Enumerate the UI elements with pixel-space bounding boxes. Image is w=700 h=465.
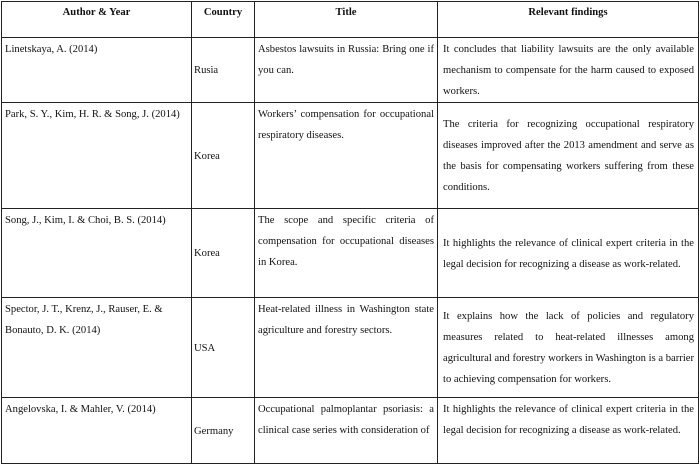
table-row	[2, 103, 699, 209]
cell-author: Angelovska, I. & Mahler, V. (2014)	[2, 398, 192, 464]
cell-country: Rusia	[192, 38, 255, 103]
table-row	[2, 38, 699, 103]
table-row	[2, 398, 699, 464]
header-author: Author & Year	[2, 2, 192, 38]
cell-country: Korea	[192, 103, 255, 209]
table-row	[2, 298, 699, 398]
cell-title: Asbestos lawsuits in Russia: Bring one if you can.	[255, 38, 438, 103]
cell-title: Occupational palmoplantar psoriasis: a clinical case series with consideration of	[258, 404, 434, 436]
cell-author: Spector, J. T., Krenz, J., Rauser, E. & Bonauto, D. K. (2014)	[2, 298, 192, 398]
cell-findings: The criteria for recognizing occupational respiratory diseases improved after the 2013 amendment and serve as the basis for compensating workers suffering from these conditions.	[438, 103, 699, 209]
cell-findings: It concludes that liability lawsuits are the only available mechanism to compensate for the harm caused to exposed workers.	[438, 38, 699, 103]
cell-findings: It highlights the relevance of clinical expert criteria in the legal decision for recognizing a disease as work-related.	[438, 209, 699, 298]
cell-findings: It explains how the lack of policies and regulatory measures related to heat-related illnesses among agricultural and forestry workers in Washington is a barrier to achieving compensation for workers.	[438, 298, 699, 398]
header-findings: Relevant findings	[438, 2, 699, 38]
cell-country: Korea	[192, 209, 255, 298]
cell-author: Song, J., Kim, I. & Choi, B. S. (2014)	[2, 209, 192, 298]
table-row	[2, 209, 699, 298]
cell-title: Workers’ compensation for occupational respiratory diseases.	[255, 103, 438, 209]
cell-author: Linetskaya, A. (2014)	[2, 38, 192, 103]
header-country: Country	[192, 2, 255, 38]
cell-findings: It highlights the relevance of clinical expert criteria in the legal decision for recognizing a disease as work-related.	[438, 398, 699, 464]
header-title: Title	[255, 2, 438, 38]
table-header-row	[2, 2, 699, 38]
cell-country: USA	[192, 298, 255, 398]
cell-title: Heat-related illness in Washington state agriculture and forestry sectors.	[255, 298, 438, 398]
cell-country: Germany	[192, 398, 255, 464]
cell-author: Park, S. Y., Kim, H. R. & Song, J. (2014)	[2, 103, 192, 209]
cell-title: The scope and specific criteria of compensation for occupational diseases in Korea.	[255, 209, 438, 298]
literature-table	[1, 1, 699, 464]
